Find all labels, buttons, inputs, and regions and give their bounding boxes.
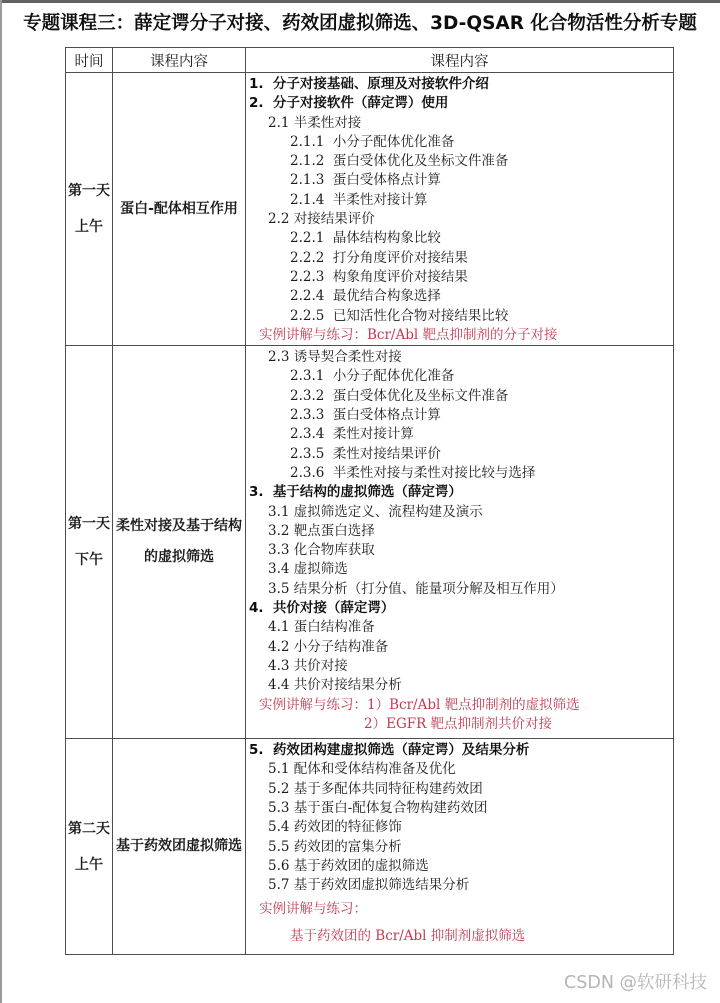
time-cell bbox=[66, 739, 113, 955]
page-top-edge bbox=[0, 0, 720, 3]
course-item: 2.3 诱导契合柔性对接 bbox=[268, 349, 402, 366]
course-item: 2.2.5 已知活性化合物对接结果比较 bbox=[290, 307, 509, 324]
topic-cell bbox=[113, 739, 246, 955]
course-item: 2.2.1 晶体结构构象比较 bbox=[290, 230, 441, 247]
course-item: 2.3.1 小分子配体优化准备 bbox=[290, 368, 455, 385]
course-item: 3.2 靶点蛋白选择 bbox=[268, 522, 375, 539]
course-item: 4.3 共价对接 bbox=[268, 657, 348, 674]
topic-line: 蛋白-配体相互作用 bbox=[120, 200, 238, 217]
course-item: 2.1 半柔性对接 bbox=[268, 114, 362, 131]
topic-cell bbox=[113, 346, 246, 739]
time-line: 第一天 bbox=[68, 516, 110, 533]
course-item: 2.1.3 蛋白受体格点计算 bbox=[290, 172, 441, 189]
course-item: 2.3.5 柔性对接结果评价 bbox=[290, 445, 441, 462]
time-line: 第二天 bbox=[68, 820, 110, 837]
course-item: 2.1.1 小分子配体优化准备 bbox=[290, 133, 455, 150]
content-cell bbox=[246, 346, 674, 739]
course-item: 3.4 虚拟筛选 bbox=[268, 561, 348, 578]
time-line: 上午 bbox=[75, 219, 103, 236]
topic-cell bbox=[113, 73, 246, 346]
course-row bbox=[66, 73, 674, 346]
course-item: 2.2.2 打分角度评价对接结果 bbox=[290, 249, 468, 266]
course-item: 2.1.2 蛋白受体优化及坐标文件准备 bbox=[290, 153, 509, 170]
course-item: 5.7 基于药效团虚拟筛选结果分析 bbox=[268, 877, 470, 894]
course-item: 5.5 药效团的富集分析 bbox=[268, 838, 402, 855]
topic-line: 的虚拟筛选 bbox=[144, 549, 214, 566]
course-item: 4.2 小分子结构准备 bbox=[268, 638, 389, 655]
course-row bbox=[66, 739, 674, 955]
course-item: 基于药效团的 Bcr/Abl 抑制剂虚拟筛选 bbox=[290, 927, 526, 944]
course-item: 5. 药效团构建虚拟筛选（薛定谔）及结果分析 bbox=[249, 742, 530, 759]
time-cell bbox=[66, 73, 113, 346]
course-schedule-table bbox=[65, 47, 674, 955]
page-left-edge bbox=[0, 0, 2, 1003]
course-item: 2.3.3 蛋白受体格点计算 bbox=[290, 407, 441, 424]
course-table-body bbox=[66, 73, 674, 955]
course-item: 2.3.6 半柔性对接与柔性对接比较与选择 bbox=[290, 464, 536, 481]
course-item: 5.4 药效团的特征修饰 bbox=[268, 819, 402, 836]
page-title: 专题课程三：薛定谔分子对接、药效团虚拟筛选、3D-QSAR 化合物活性分析专题 bbox=[23, 13, 697, 34]
table-header bbox=[66, 48, 674, 73]
content-cell bbox=[246, 73, 674, 346]
course-item: 2.2.3 构象角度评价对接结果 bbox=[290, 268, 468, 285]
topic-line: 基于药效团虚拟筛选 bbox=[116, 838, 242, 855]
course-item: 实例讲解与练习：1）Bcr/Abl 靶点抑制剂的虚拟筛选 bbox=[259, 696, 580, 713]
course-item: 实例讲解与练习： bbox=[259, 900, 367, 917]
time-line: 上午 bbox=[75, 856, 103, 873]
header-topic: 课程内容 bbox=[113, 48, 246, 73]
time-line: 第一天 bbox=[68, 183, 110, 200]
header-time: 时间 bbox=[66, 48, 113, 73]
course-item: 2.3.2 蛋白受体优化及坐标文件准备 bbox=[290, 387, 509, 404]
course-row bbox=[66, 346, 674, 739]
course-item: 2. 分子对接软件（薛定谔）使用 bbox=[249, 95, 449, 112]
course-item: 3.3 化合物库获取 bbox=[268, 542, 375, 559]
time-line: 下午 bbox=[75, 552, 103, 569]
course-item: 3.5 结果分析（打分值、能量项分解及相互作用） bbox=[268, 580, 564, 597]
header-content: 课程内容 bbox=[246, 48, 674, 73]
course-item: 5.3 基于蛋白-配体复合物构建药效团 bbox=[268, 800, 488, 817]
course-item: 2）EGFR 靶点抑制剂共价对接 bbox=[364, 715, 553, 732]
course-item: 3.1 虚拟筛选定义、流程构建及演示 bbox=[268, 503, 483, 520]
course-item: 4.1 蛋白结构准备 bbox=[268, 619, 375, 636]
course-item: 1. 分子对接基础、原理及对接软件介绍 bbox=[249, 76, 489, 92]
course-item: 2.3.4 柔性对接计算 bbox=[290, 426, 414, 443]
topic-line: 柔性对接及基于结构 bbox=[116, 518, 242, 535]
content-cell bbox=[246, 739, 674, 955]
course-item: 4. 共价对接（薛定谔） bbox=[249, 600, 395, 617]
course-item: 2.1.4 半柔性对接计算 bbox=[290, 191, 428, 208]
course-item: 5.2 基于多配体共同特征构建药效团 bbox=[268, 780, 483, 797]
course-item: 2.2 对接结果评价 bbox=[268, 211, 375, 228]
time-cell bbox=[66, 346, 113, 739]
watermark: CSDN @软研科技 bbox=[564, 973, 707, 993]
course-item: 5.1 配体和受体结构准备及优化 bbox=[268, 761, 456, 778]
course-item: 4.4 共价对接结果分析 bbox=[268, 677, 402, 694]
course-item: 实例讲解与练习：Bcr/Abl 靶点抑制剂的分子对接 bbox=[259, 326, 558, 343]
course-item: 2.2.4 最优结合构象选择 bbox=[290, 288, 441, 305]
course-item: 5.6 基于药效团的虚拟筛选 bbox=[268, 857, 429, 874]
course-item: 3. 基于结构的虚拟筛选（薛定谔） bbox=[249, 484, 462, 501]
